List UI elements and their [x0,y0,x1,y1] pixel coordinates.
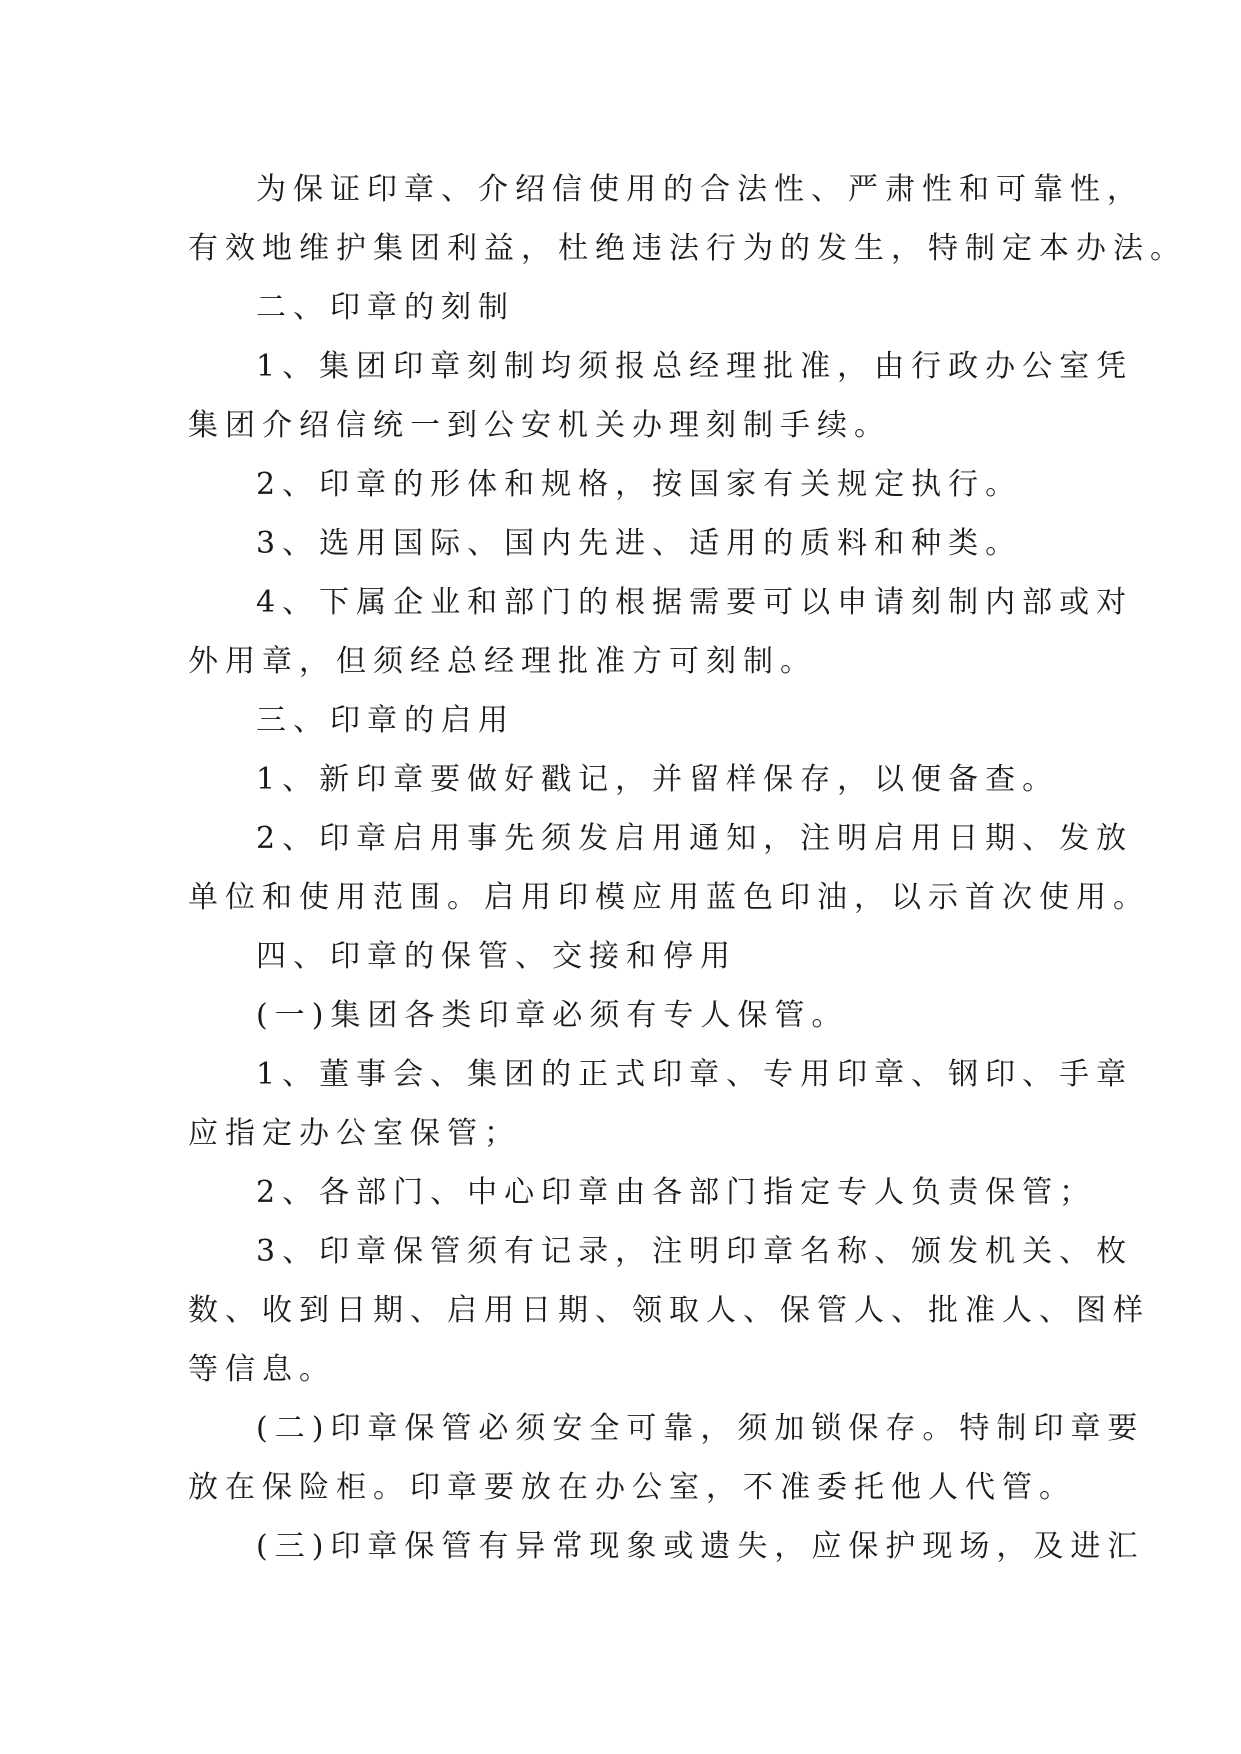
text-line: 应指定办公室保管； [188,1116,521,1151]
text-line: 4、下属企业和部门的根据需要可以申请刻制内部或对 [256,585,1134,620]
document-body [188,160,1187,1576]
text-line: 1、集团印章刻制均须报总经理批准，由行政办公室凭 [256,349,1134,384]
text-line: 2、印章的形体和规格，按国家有关规定执行。 [256,467,1023,502]
text-line: 为保证印章、介绍信使用的合法性、严肃性和可靠性， [256,172,1144,207]
text-line: 1、新印章要做好戳记，并留样保存，以便备查。 [256,762,1060,797]
text-line: 有效地维护集团利益，杜绝违法行为的发生，特制定本办法。 [188,231,1187,266]
text-line: 1、董事会、集团的正式印章、专用印章、钢印、手章 [256,1057,1134,1092]
text-line: (一)集团各类印章必须有专人保管。 [256,998,849,1033]
text-line: 3、选用国际、国内先进、适用的质料和种类。 [256,526,1023,561]
text-line: 四、印章的保管、交接和停用 [256,939,737,974]
text-line: (三)印章保管有异常现象或遗失，应保护现场，及进汇 [256,1529,1145,1564]
text-line: 三、印章的启用 [256,703,515,738]
text-line: 放在保险柜。印章要放在办公室，不准委托他人代管。 [188,1470,1076,1505]
text-line: 2、印章启用事先须发启用通知，注明启用日期、发放 [256,821,1134,856]
text-line: (二)印章保管必须安全可靠，须加锁保存。特制印章要 [256,1411,1145,1446]
text-line: 3、印章保管须有记录，注明印章名称、颁发机关、枚 [256,1234,1134,1269]
text-line: 等信息。 [188,1352,336,1387]
text-line: 外用章，但须经总经理批准方可刻制。 [188,644,817,679]
text-line: 二、印章的刻制 [256,290,515,325]
text-line: 集团介绍信统一到公安机关办理刻制手续。 [188,408,891,443]
text-line: 2、各部门、中心印章由各部门指定专人负责保管； [256,1175,1097,1210]
text-line: 数、收到日期、启用日期、领取人、保管人、批准人、图样 [188,1293,1150,1328]
text-line: 单位和使用范围。启用印模应用蓝色印油，以示首次使用。 [188,880,1150,915]
